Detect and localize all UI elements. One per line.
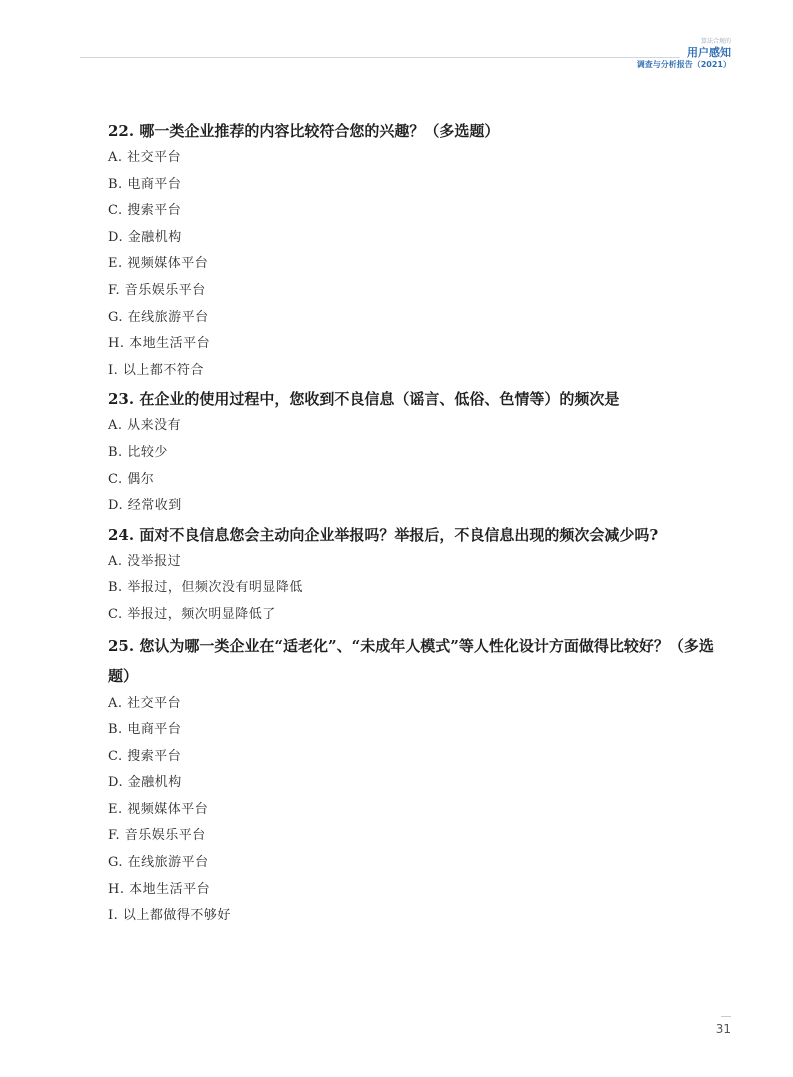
page-number: 31 (715, 1022, 731, 1036)
option: G. 在线旅游平台 (108, 855, 209, 871)
option: B. 比较少 (108, 444, 168, 460)
option: A. 社交平台 (108, 695, 182, 711)
option: H. 本地生活平台 (108, 881, 211, 897)
question-25-options (80, 691, 735, 930)
header-kicker: 算法合规的 (700, 38, 731, 45)
option: B. 电商平台 (108, 722, 182, 738)
option: C. 搜索平台 (108, 203, 182, 219)
option: A. 没举报过 (108, 553, 182, 569)
footer-rule (721, 1016, 731, 1017)
header-title: 用户感知 (687, 46, 731, 59)
option: H. 本地生活平台 (108, 336, 211, 352)
option: I. 以上都不符合 (108, 362, 204, 378)
option: D. 金融机构 (108, 229, 182, 245)
option: D. 金融机构 (108, 775, 182, 791)
option: C. 举报过，频次明显降低了 (108, 606, 276, 622)
report-header (637, 37, 731, 70)
option: E. 视频媒体平台 (108, 256, 209, 272)
question-22: 22. 哪一类企业推荐的内容比较符合您的兴趣？（多选题） (108, 122, 500, 140)
header-subtitle: 调查与分析报告（2021） (636, 60, 731, 69)
option: F. 音乐娱乐平台 (108, 282, 206, 298)
option: A. 社交平台 (108, 150, 182, 165)
questionnaire (80, 118, 735, 932)
option: B. 举报过，但频次没有明显降低 (108, 580, 303, 596)
option: F. 音乐娱乐平台 (108, 828, 206, 844)
option: C. 搜索平台 (108, 748, 182, 764)
question-22-options (80, 145, 735, 384)
question-24: 24. 面对不良信息您会主动向企业举报吗？举报后，不良信息出现的频次会减少吗? (108, 525, 659, 544)
option: I. 以上都做得不够好 (108, 908, 231, 924)
option: E. 视频媒体平台 (108, 801, 209, 817)
question-25: 25. 您认为哪一类企业在“适老化”、“未成年人模式”等人性化设计方面做得比较好？（多选题） (108, 636, 714, 685)
option: B. 电商平台 (108, 176, 182, 192)
question-23: 23. 在企业的使用过程中，您收到不良信息（谣言、低俗、色情等）的频次是 (108, 390, 620, 409)
option: A. 从来没有 (108, 418, 182, 434)
option: D. 经常收到 (108, 498, 182, 514)
option: C. 偶尔 (108, 471, 155, 487)
question-24-options (80, 549, 735, 629)
header-divider (80, 57, 680, 58)
question-23-options (80, 413, 735, 519)
option: G. 在线旅游平台 (108, 309, 209, 325)
